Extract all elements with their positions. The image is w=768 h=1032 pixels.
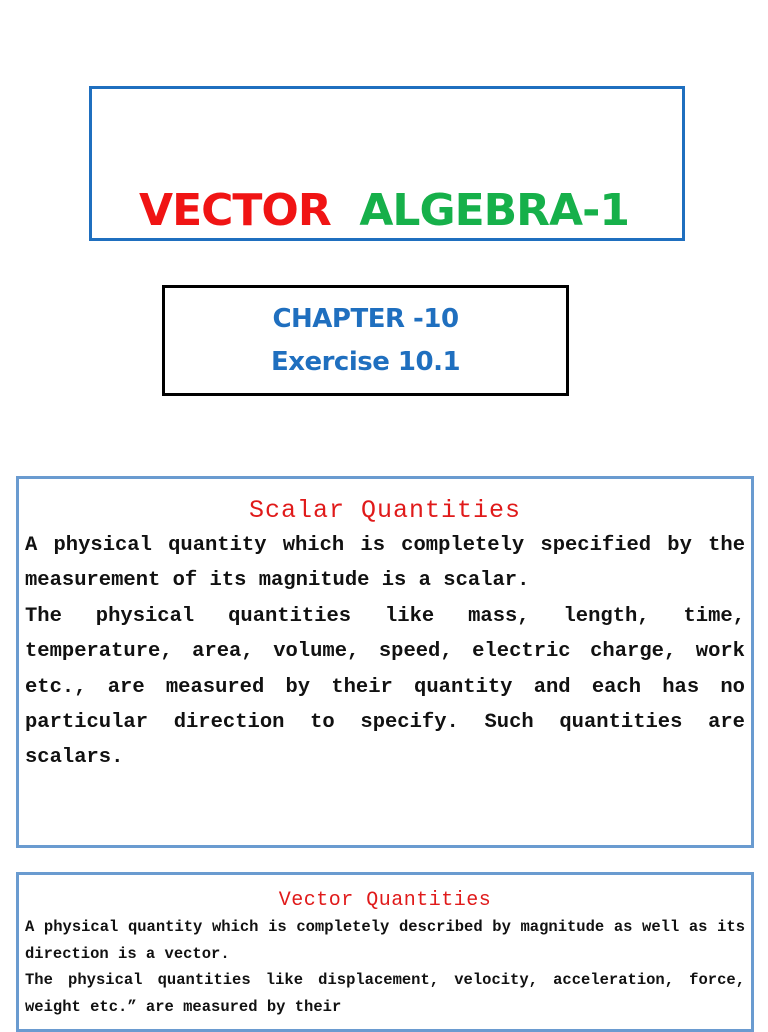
scalar-examples: The physical quantities like mass, length, time, temperature, area, volume, speed, electric charge, work etc., are measured by their quantity and each has no particular direction to specify. Such quantities are scalars. bbox=[25, 604, 745, 770]
title-word-algebra: ALGEBRA-1 bbox=[359, 185, 629, 236]
vector-definition: A physical quantity which is completely described by magnitude as well as its direction is a vector. bbox=[25, 918, 745, 963]
vector-examples: The physical quantities like displacement, velocity, acceleration, force, weight etc.” are measured by their bbox=[25, 971, 745, 1016]
exercise-label: Exercise 10.1 bbox=[270, 346, 461, 377]
scalar-section bbox=[16, 476, 754, 848]
chapter-box bbox=[162, 285, 569, 396]
page-title bbox=[0, 176, 768, 246]
vector-heading: Vector Quantities bbox=[278, 889, 492, 912]
chapter-label: CHAPTER -10 bbox=[272, 303, 459, 334]
scalar-heading: Scalar Quantities bbox=[248, 496, 522, 525]
title-word-vector: VECTOR bbox=[139, 185, 331, 236]
scalar-definition: A physical quantity which is completely specified by the measurement of its magnitude is a scalar. bbox=[25, 534, 745, 593]
vector-section bbox=[16, 872, 754, 1032]
